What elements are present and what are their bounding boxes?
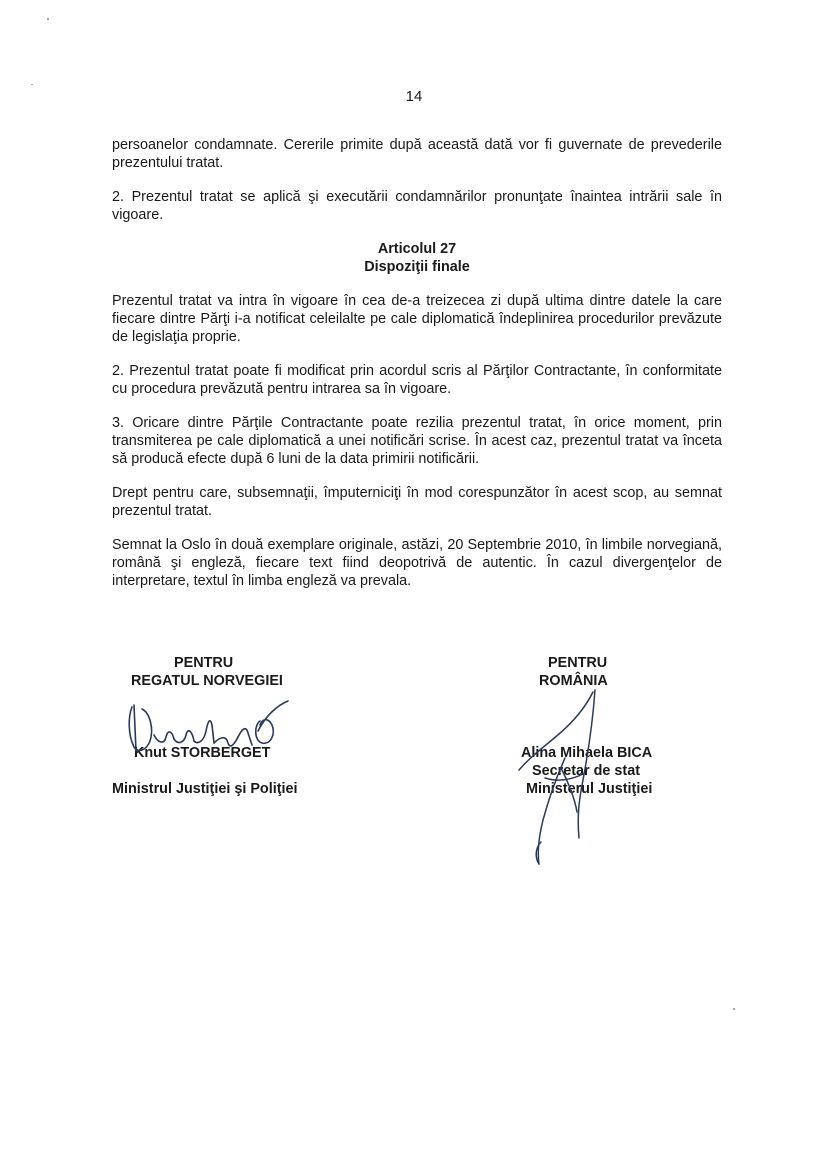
paragraph: Drept pentru care, subsemnaţii, împuterniciţi în mod corespunzător în acest scop, au semnat prezentul tratat.	[112, 485, 722, 519]
pentru-label: PENTRU	[548, 655, 608, 671]
body-text-top	[112, 136, 722, 606]
signer-role-line1: Secretar de stat	[532, 763, 640, 779]
page-number: 14	[405, 88, 423, 105]
paragraph: 2. Prezentul tratat se aplică şi executării condamnărilor pronunţate înaintea intrării sale în vigoare.	[112, 189, 722, 223]
article-number: Articolul 27	[377, 241, 457, 257]
paragraph: Prezentul tratat va intra în vigoare în cea de-a treizecea zi după ultima dintre datele la care fiecare dintre Părţi i-a notificat celeilalte pe cale diplomatică îndeplinirea procedurilor prevăzute de legislaţia proprie.	[112, 293, 722, 345]
paragraph: Semnat la Oslo în două exemplare originale, astăzi, 20 Septembrie 2010, în limbile norvegiană, română şi engleză, fiecare text fiind deopotrivă de autentic. În cazul divergenţelor de interpretare, textul în limba engleză va prevala.	[112, 537, 722, 589]
paragraph: 2. Prezentul tratat poate fi modificat prin acordul scris al Părţilor Contractante, în conformitate cu procedura prevăzută pentru intrarea sa în vigoare.	[112, 363, 722, 397]
scan-speck	[31, 84, 33, 85]
article-heading	[112, 240, 722, 276]
party-name: ROMÂNIA	[539, 673, 608, 689]
article-title: Dispoziţii finale	[364, 259, 470, 275]
signer-name: Knut STORBERGET	[134, 745, 271, 761]
signer-role-line2: Ministerul Justiţiei	[526, 781, 653, 797]
scan-speck	[47, 18, 49, 20]
pentru-label: PENTRU	[174, 655, 234, 671]
party-name: REGATUL NORVEGIEI	[131, 673, 283, 689]
handwritten-signature-norway	[120, 695, 300, 765]
handwritten-signature-romania	[505, 688, 615, 870]
paragraph: 3. Oricare dintre Părţile Contractante poate rezilia prezentul tratat, în orice moment, prin transmiterea pe cale diplomatică a unei notificări scrise. În acest caz, prezentul tratat va înceta să producă efecte după 6 luni de la data primirii notificării.	[112, 415, 722, 467]
signer-name: Alina Mihaela BICA	[521, 745, 653, 761]
paragraph: persoanelor condamnate. Cererile primite după această dată vor fi guvernate de prevederile prezentului tratat.	[112, 137, 722, 171]
signer-role: Ministrul Justiţiei şi Poliţiei	[112, 781, 298, 797]
scan-speck	[733, 1008, 735, 1010]
